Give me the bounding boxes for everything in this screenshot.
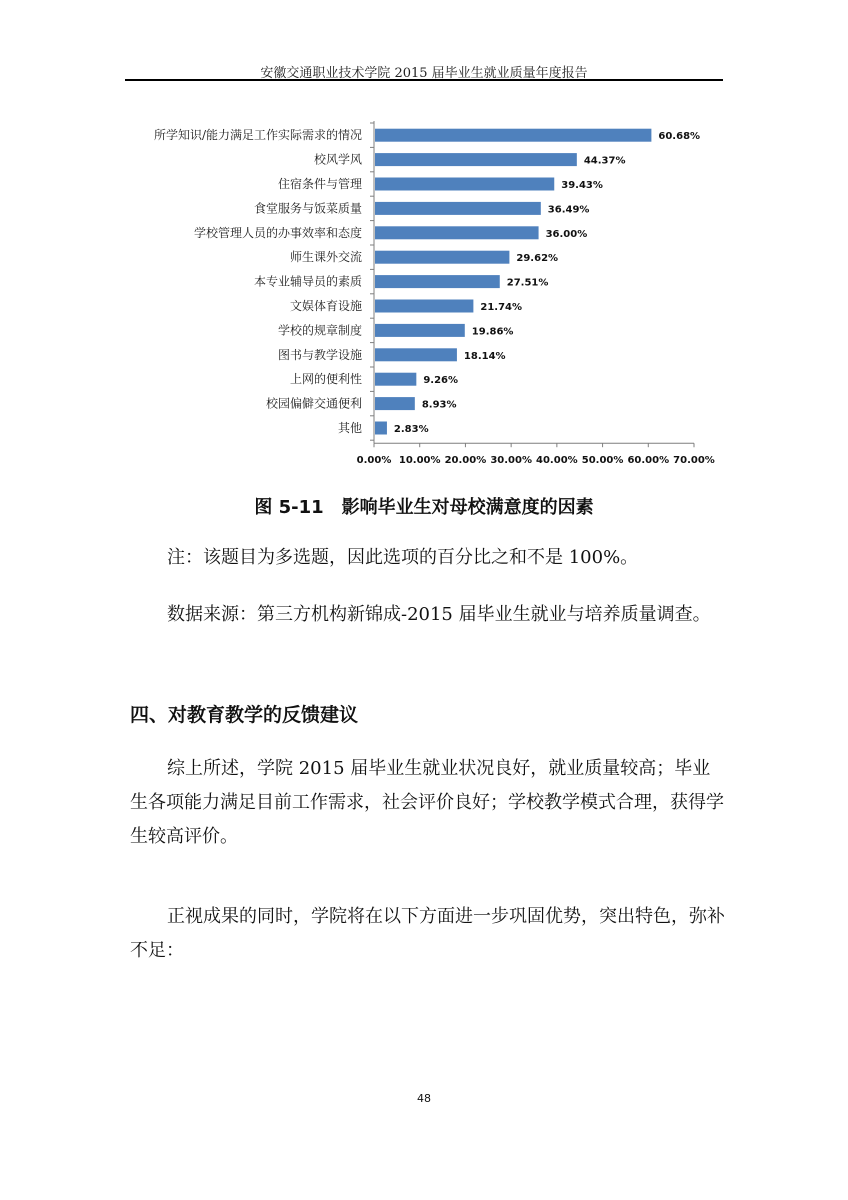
category-label: 文娱体育设施: [289, 299, 362, 313]
value-label: 60.68%: [658, 131, 701, 143]
category-label: 所学知识/能力满足工作实际需求的情况: [153, 128, 362, 143]
bar: [375, 324, 465, 337]
category-label: 本专业辅导员的素质: [253, 274, 362, 289]
x-tick-label: 50.00%: [581, 455, 624, 467]
category-labels: [154, 127, 362, 435]
category-label: 学校管理人员的办事效率和态度: [193, 225, 362, 240]
bar: [375, 178, 554, 191]
category-label: 食堂服务与饭菜质量: [253, 201, 362, 216]
bar: [375, 226, 539, 239]
value-label: 21.74%: [480, 302, 523, 313]
x-tick-label: 10.00%: [398, 455, 441, 467]
x-tick-label: 0.00%: [356, 455, 392, 467]
x-tick-label: 20.00%: [444, 455, 487, 467]
value-label: 18.14%: [463, 350, 506, 362]
x-tick-label: 60.00%: [627, 455, 670, 467]
value-label: 27.51%: [506, 277, 549, 289]
bar: [375, 373, 416, 386]
improvement-paragraph: 正视成果的同时，学院将在以下方面进一步巩固优势，突出特色，弥补不足：: [130, 906, 725, 961]
page-number: 48: [417, 1092, 431, 1105]
category-label: 校园偏僻交通便利: [265, 396, 362, 411]
figure-caption: 图 5-11 影响毕业生对母校满意度的因素: [254, 497, 594, 518]
category-label: 校风学风: [313, 152, 362, 167]
value-label: 39.43%: [561, 180, 603, 191]
value-label: 8.93%: [421, 399, 457, 411]
bar: [375, 275, 500, 288]
source-paragraph: 数据来源：第三方机构新锦成-2015 届毕业生就业与培养质量调查。: [167, 604, 711, 625]
bar: [375, 202, 541, 215]
category-label: 住宿条件与管理: [277, 177, 362, 191]
satisfaction-factors-bar-chart: [120, 118, 720, 468]
category-label: 图书与教学设施: [277, 347, 362, 362]
bar: [375, 300, 473, 313]
header-title: 安徽交通职业技术学院 2015 届毕业生就业质量年度报告: [260, 66, 588, 81]
bar: [375, 129, 651, 142]
bar: [375, 422, 387, 435]
category-label: 上网的便利性: [289, 372, 362, 387]
value-label: 19.86%: [471, 326, 514, 338]
value-label: 36.00%: [545, 228, 588, 240]
section-heading: 四、对教育教学的反馈建议: [130, 704, 359, 726]
bar: [375, 153, 577, 166]
x-tick-label: 70.00%: [673, 455, 715, 467]
category-label: 其他: [337, 421, 362, 435]
x-tick-label: 30.00%: [490, 455, 532, 467]
value-label: 29.62%: [516, 253, 559, 265]
category-label: 师生课外交流: [289, 250, 362, 265]
value-label: 36.49%: [547, 204, 590, 216]
category-label: 学校的规章制度: [277, 323, 362, 338]
value-label: 44.37%: [583, 155, 626, 167]
header-rule: [125, 79, 723, 81]
bar: [375, 397, 415, 410]
summary-paragraph: 综上所述，学院 2015 届毕业生就业状况良好，就业质量较高；毕业生各项能力满足目前工作需求，社会评价良好；学校教学模式合理，获得学生较高评价。: [130, 758, 724, 847]
bar: [375, 348, 457, 361]
value-label: 9.26%: [423, 375, 459, 387]
x-tick-label: 40.00%: [536, 455, 578, 467]
value-label: 2.83%: [393, 424, 429, 435]
bar: [375, 251, 509, 264]
note-paragraph: 注：该题目为多选题，因此选项的百分比之和不是 100%。: [167, 547, 639, 568]
x-tick-labels: [357, 455, 715, 466]
